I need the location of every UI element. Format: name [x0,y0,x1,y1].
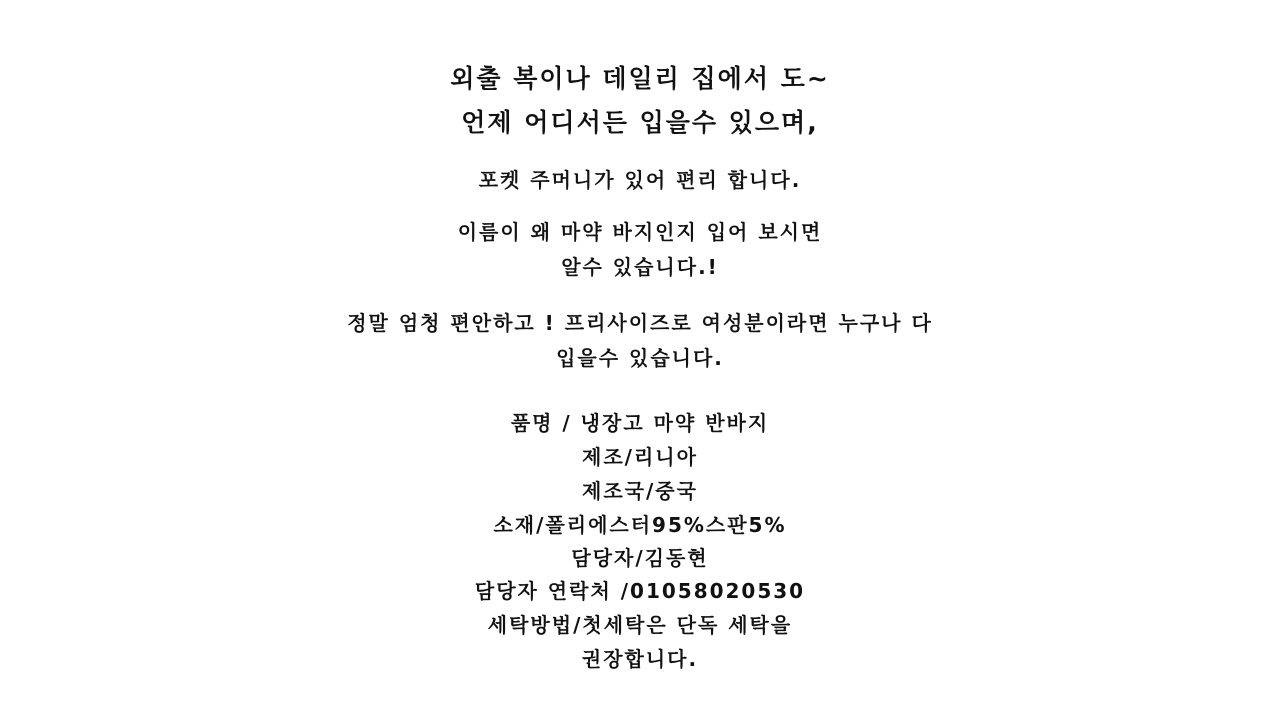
spec-contact: 담당자 연락처 /01058020530 [474,579,806,603]
spec-material: 소재/폴리에스터95%스판5% [493,513,787,537]
comfort-line-1: 정말 엄청 편안하고 ! 프리사이즈로 여성분이라면 누구나 다 [347,311,933,335]
spec-wash-line-2: 권장합니다. [581,647,699,671]
spec-manager: 담당자/김동현 [571,546,709,570]
name-reason-line-1: 이름이 왜 마약 바지인지 입어 보시면 [457,220,823,244]
name-reason-line-2: 알수 있습니다.! [561,255,719,279]
intro-line-2: 언제 어디서든 입을수 있으며, [461,108,819,137]
spec-manufacturer: 제조/리니아 [582,445,698,469]
intro-line-1: 외출 복이나 데일리 집에서 도~ [450,64,830,93]
spec-product-name: 품명 / 냉장고 마약 반바지 [510,411,770,435]
spec-wash-line-1: 세탁방법/첫세탁은 단독 세탁을 [487,613,793,637]
spec-country: 제조국/중국 [582,479,698,503]
pocket-line: 포켓 주머니가 있어 편리 합니다. [478,168,802,192]
comfort-line-2: 입을수 있습니다. [556,346,724,370]
